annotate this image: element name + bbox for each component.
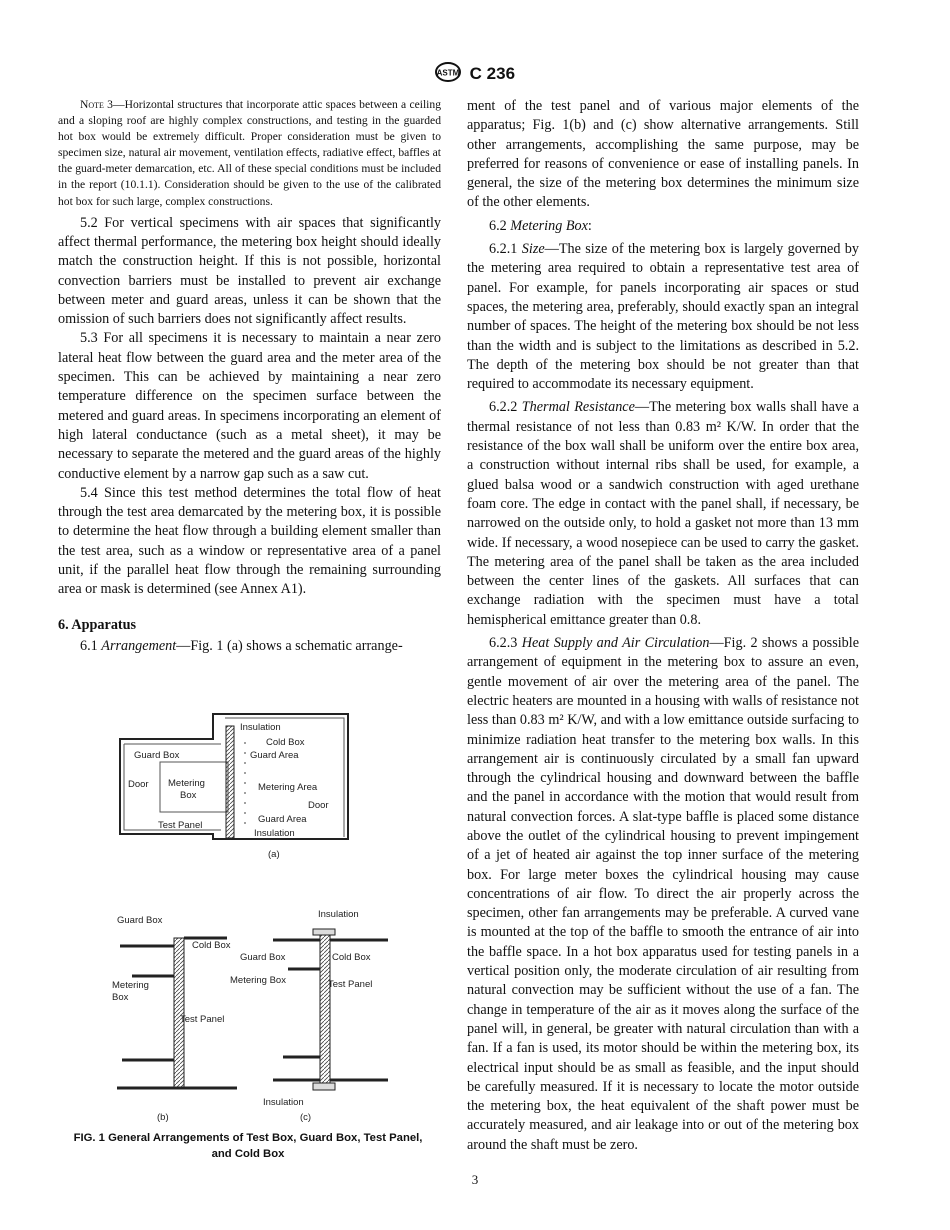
svg-text:(b): (b) [157, 1112, 169, 1123]
figure-1-caption: FIG. 1 General Arrangements of Test Box, Guard Box, Test Panel, and Cold Box [73, 1132, 423, 1160]
heading-6-2: 6.2 Metering Box: [489, 217, 592, 234]
svg-text:Cold Box: Cold Box [332, 952, 371, 963]
right-column [467, 97, 859, 1155]
svg-text:Insulation: Insulation [254, 828, 295, 839]
para-5-3: 5.3 For all specimens it is necessary to maintain a near zero lateral heat flow between the guard area and the meter area of the specimen. This can be achieved by maintaining a near zero temperature difference on the specimen surface between the metered and guard areas. In specimens incorporating an element of high lateral conductance (such as a metal sheet), it may be necessary to separate the metered and the guard areas of the highly conductive element by a narrow gap such as a saw cut. [58, 330, 441, 482]
para-5-4: 5.4 Since this test method determines the total flow of heat through the test area demarcated by the metering box, it is possible to determine the heat flow through a building element smaller than the test area, such as a window or representative area of a panel unit, if the parallel heat flow through the remaining surrounding area or mask is determined (see Annex A1). [58, 484, 441, 598]
svg-text:Test Panel: Test Panel [158, 820, 203, 831]
para-5-2: 5.2 For vertical specimens with air spaces that significantly affect thermal performance, the metering box height should ideally match the construction height. If this is not possible, horizontal convection barriers must be installed to prevent air exchange between meter and guard areas, unless it can be shown that the omission of such barriers does not significantly affect results. [58, 214, 441, 328]
note-3: Note 3—Horizontal structures that incorporate attic spaces between a ceiling and a sloping roof are highly complex constructions, and testing in the guarded hot box would be extremely difficult. Proper consideration must be given to specimen size, natural air movement, ventilation effects, radiative effect, baffles at the guard-meter demarcation, etc. All of these special conditions must be included in the report (10.1.1). Consideration should be given to the use of the calibrated hot box for such large, complex constructions. [58, 98, 441, 208]
svg-text:Metering: Metering [168, 778, 205, 789]
figure-1a [118, 712, 448, 865]
astm-logo-icon [435, 62, 461, 82]
svg-text:Metering: Metering [112, 980, 149, 991]
svg-text:Box: Box [180, 790, 197, 801]
svg-text:Cold Box: Cold Box [266, 737, 305, 748]
para-6-2-3: 6.2.3 Heat Supply and Air Circulation—Fig. 2 shows a possible arrangement of equipment in the metering box to assure an even, gentle movement of air over the metering area of the panel. The electric heaters are mounted in a housing with walls of resistance not less than 0.83 m² K/W, and with a low emittance outside surfacing to minimize radiation heat transfer to the metering box walls. In this arrangement air is continuously circulated by a small fan upward through the cylindrical housing and downward between the baffle and the panel in accordance with the motion that would result from natural convection forces. A slat-type baffle is placed some distance above the outlet of the cylindrical housing to prevent impingement of a jet of heated air against the top inner surface of the metering box. For large meter boxes the cylindrical housing may cause concentrations of air flow. To direct the air properly across the specimen, other fan arrangements may be preferable. A curved vane is mounted at the top of the baffle to smooth the entrance of air into the baffle space. In a hot box apparatus used for testing panels in a vertical position only, the moderate circulation of air resulting from natural convection may be sufficient without the use of a fan. The change in temperature of the air as it moves along the surface of the panel will, in general, be greater with natural circulation than with a fan. If a fan is used, its motor should be within the metering box, its electrical input should be as small as feasible, and the input should be carefully measured. If it is necessary to locate the motor outside the metering box, the heat equivalent of the shaft power must be accurately measured, and air leakage into or out of the metering box around the shaft must be zero. [467, 635, 860, 1153]
svg-text:(c): (c) [300, 1112, 312, 1123]
svg-text:Metering Box: Metering Box [230, 975, 286, 986]
svg-text:Door: Door [128, 779, 149, 790]
svg-text:ASTM: ASTM [436, 68, 460, 78]
svg-text:Box: Box [112, 992, 129, 1003]
svg-text:Guard Box: Guard Box [134, 750, 180, 761]
svg-text:Guard Area: Guard Area [258, 814, 307, 825]
svg-text:Insulation: Insulation [263, 1097, 304, 1108]
svg-text:Guard Area: Guard Area [250, 750, 299, 761]
svg-text:Test Panel: Test Panel [328, 979, 373, 990]
page-number: 3 [471, 1172, 479, 1187]
left-column [58, 97, 441, 656]
svg-text:Cold Box: Cold Box [192, 940, 231, 951]
svg-text:Door: Door [308, 800, 329, 811]
para-6-2-2: 6.2.2 Thermal Resistance—The metering box walls shall have a thermal resistance of not less than 0.83 m² K/W. In order that the resistance of the box wall shall be uniform over the entire box area, a construction without internal ribs shall be used, for example, a glued balsa wood or a sandwich construction with aged urethane foam core. The edge in contact with the panel shall, if necessary, be narrowed on the outside only, to hold a gasket not more than 13 mm wide. If necessary, a wood nosepiece can be used to carry the gasket. The metering area of the panel shall be taken as the area included between the center lines of the gaskets. All surfaces that can exchange radiation with the specimen must have a total hemispherical emittance greater than 0.8. [467, 399, 859, 628]
standard-designation: C 236 [469, 64, 516, 83]
svg-text:Insulation: Insulation [318, 909, 359, 920]
svg-text:Test Panel: Test Panel [180, 1014, 225, 1025]
figure-1c [228, 905, 398, 1133]
svg-text:Guard Box: Guard Box [240, 952, 286, 963]
svg-text:Insulation: Insulation [240, 722, 281, 733]
svg-text:Metering Area: Metering Area [258, 782, 318, 793]
para-6-1: 6.1 Arrangement—Fig. 1 (a) shows a schematic arrange- [80, 637, 403, 654]
svg-text:Guard Box: Guard Box [117, 915, 163, 926]
page-header [0, 62, 950, 84]
section-heading-apparatus: 6. Apparatus [58, 616, 137, 633]
svg-text:(a): (a) [268, 849, 280, 860]
para-6-2-1: 6.2.1 Size—The size of the metering box is largely governed by the metering area required to obtain a representative test area of panel. For example, for panels incorporating air spaces or stud spaces, the metering area, preferably, should exactly span an integral number of spaces. The height of the metering box should be not less than the width and is subject to the limitations as described in 5.2. The depth of the metering box should be not greater than that required to accommodate its necessary equipment. [467, 241, 859, 393]
para-6-1-continued: ment of the test panel and of various major elements of the apparatus; Fig. 1(b) and (c) show alternative arrangements. Still other arrangements, accomplishing the same purpose, may be preferred for reasons of convenience or ease of installing panels. In general, the size of the metering box determines the minimum size of the other elements. [467, 98, 859, 211]
